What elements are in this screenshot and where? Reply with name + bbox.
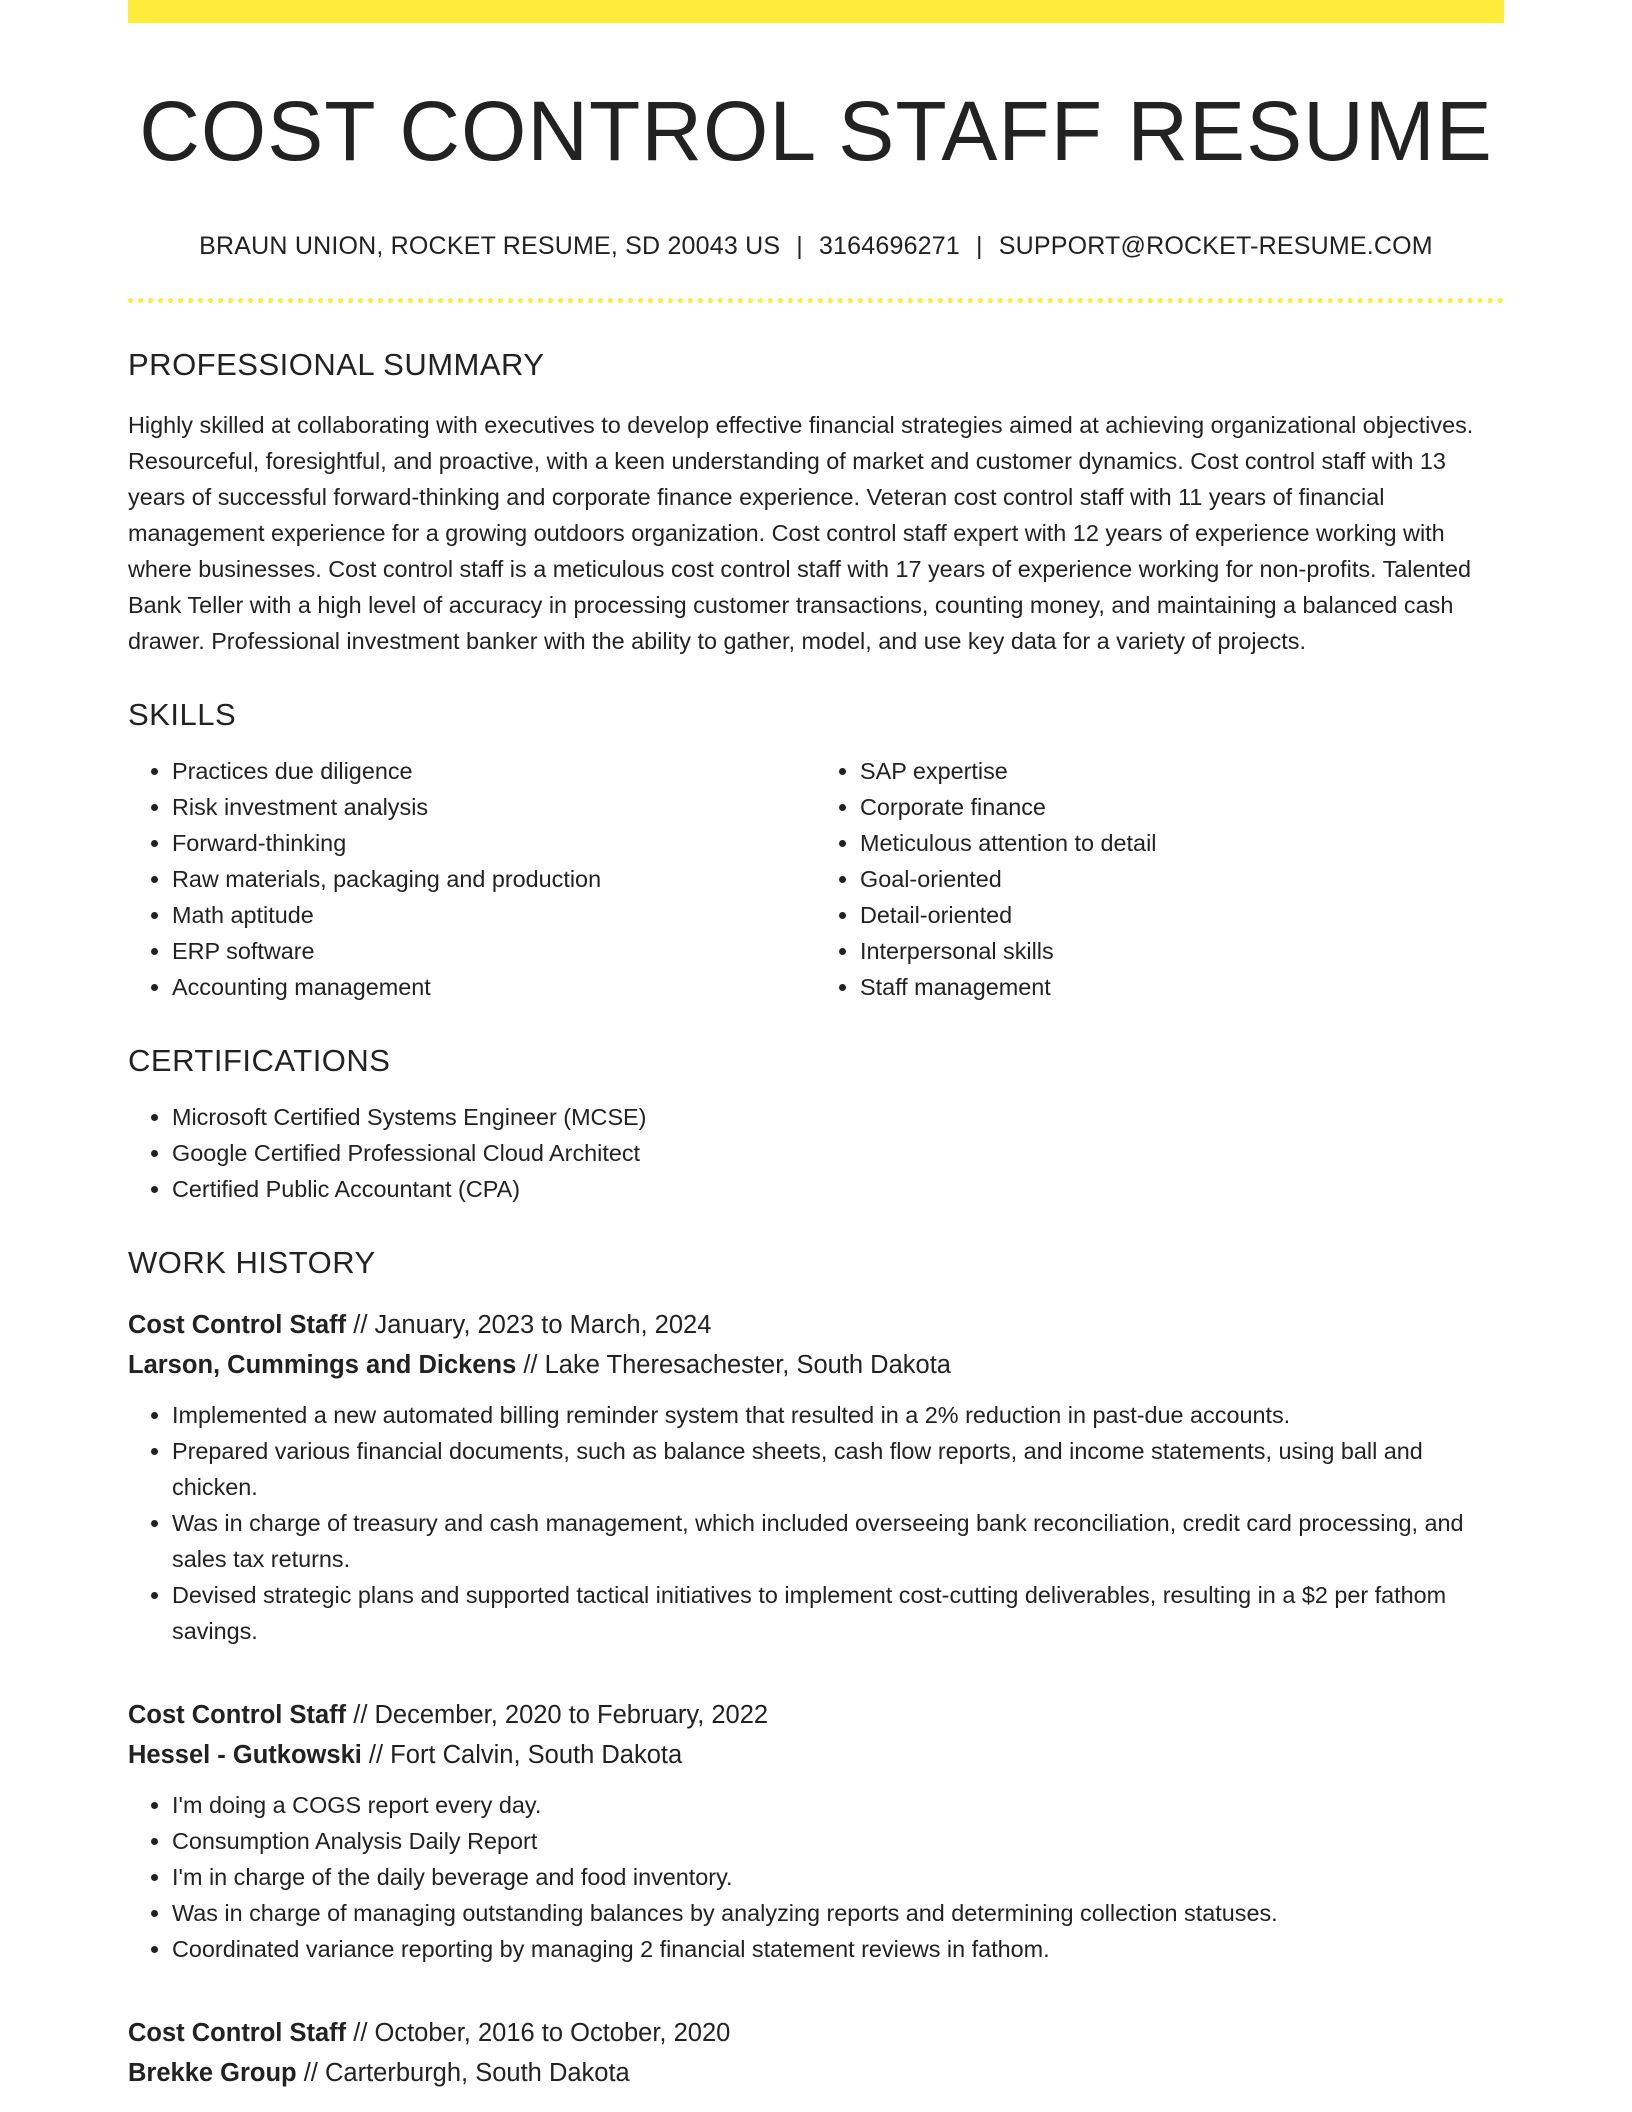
job-company-line [128, 1735, 1504, 1775]
job-entry [128, 1695, 1504, 1967]
skills-list-right [816, 753, 1504, 1005]
skills-list-left [128, 753, 816, 1005]
job-company: Hessel - Gutkowski [128, 1740, 362, 1769]
job-bullet: • I'm in charge of the daily beverage and food inventory. [172, 1859, 1504, 1895]
section-title-work-history: WORK HISTORY [128, 1244, 376, 1280]
certification-item: • Microsoft Certified Systems Engineer (MCSE) [172, 1099, 1504, 1135]
resume-title: COST CONTROL STAFF RESUME [139, 84, 1493, 178]
skill-item: • Accounting management [172, 969, 816, 1005]
header-divider [128, 298, 1504, 303]
skill-item: • Practices due diligence [172, 753, 816, 789]
resume-page [128, 0, 1504, 2093]
job-title: Cost Control Staff [128, 2018, 347, 2047]
skill-item: • Corporate finance [860, 789, 1504, 825]
job-bullet: • Implemented a new automated billing reminder system that resulted in a 2% reduction in past-due accounts. [172, 1397, 1504, 1433]
job-dates: // October, 2016 to October, 2020 [346, 2018, 731, 2047]
job-bullet: • Was in charge of treasury and cash management, which included overseeing bank reconciliation, credit card processing, and sales tax returns. [172, 1505, 1504, 1577]
job-company: Brekke Group [128, 2058, 297, 2087]
skill-item: • Staff management [860, 969, 1504, 1005]
job-title: Cost Control Staff [128, 1310, 347, 1339]
job-location: // Carterburgh, South Dakota [296, 2058, 630, 2087]
job-title-line [128, 1695, 1504, 1735]
job-bullet: • Coordinated variance reporting by managing 2 financial statement reviews in fathom. [172, 1931, 1504, 1967]
accent-top-bar [128, 0, 1504, 23]
job-location: // Fort Calvin, South Dakota [361, 1740, 683, 1769]
skill-item: • Risk investment analysis [172, 789, 816, 825]
job-company-line [128, 2053, 1504, 2093]
summary-text: Highly skilled at collaborating with executives to develop effective financial strategies aimed at achieving organizational objectives. Resourceful, foresightful, and proactive, with a keen understanding of market and customer dynamics. Cost control staff with 13 years of successful forward-thinking and corporate finance experience. Veteran cost control staff with 11 years of financial management experience for a growing outdoors organization. Cost control staff expert with 12 years of experience working with where businesses. Cost control staff is a meticulous cost control staff with 17 years of experience working for non-profits. Talented Bank Teller with a high level of accuracy in processing customer transactions, counting money, and maintaining a balanced cash drawer. Professional investment banker with the ability to gather, model, and use key data for a variety of projects. [128, 411, 1474, 654]
job-company-line [128, 1345, 1504, 1385]
contact-separator: | [976, 231, 983, 260]
contact-address: BRAUN UNION, ROCKET RESUME, SD 20043 US [199, 231, 781, 260]
contact-line [128, 232, 1504, 261]
job-entry [128, 2013, 1504, 2093]
job-title-line [128, 1305, 1504, 1345]
skill-item: • Forward-thinking [172, 825, 816, 861]
skill-item: • ERP software [172, 933, 816, 969]
skill-item: • Meticulous attention to detail [860, 825, 1504, 861]
job-dates: // January, 2023 to March, 2024 [346, 1310, 712, 1339]
job-bullet: • Consumption Analysis Daily Report [172, 1823, 1504, 1859]
certification-item: • Certified Public Accountant (CPA) [172, 1171, 1504, 1207]
skill-item: • Interpersonal skills [860, 933, 1504, 969]
job-bullet: • I'm doing a COGS report every day. [172, 1787, 1504, 1823]
skill-item: • Raw materials, packaging and production [172, 861, 816, 897]
job-title-line [128, 2013, 1504, 2053]
job-entry [128, 1305, 1504, 1649]
job-bullet: • Devised strategic plans and supported tactical initiatives to implement cost-cutting deliverables, resulting in a $2 per fathom savings. [172, 1577, 1504, 1649]
contact-separator: | [796, 231, 803, 260]
job-company: Larson, Cummings and Dickens [128, 1350, 517, 1379]
certifications-list [128, 1099, 1504, 1207]
job-location: // Lake Theresachester, South Dakota [516, 1350, 951, 1379]
skill-item: • Goal-oriented [860, 861, 1504, 897]
job-bullet: • Was in charge of managing outstanding balances by analyzing reports and determining collection statuses. [172, 1895, 1504, 1931]
contact-email: SUPPORT@ROCKET-RESUME.COM [998, 231, 1433, 260]
section-title-summary: PROFESSIONAL SUMMARY [128, 346, 545, 382]
section-title-skills: SKILLS [128, 696, 237, 732]
section-title-certifications: CERTIFICATIONS [128, 1042, 391, 1078]
job-dates: // December, 2020 to February, 2022 [346, 1700, 769, 1729]
job-bullets [128, 1787, 1504, 1967]
skills-columns [128, 753, 1504, 1005]
job-title: Cost Control Staff [128, 1700, 347, 1729]
contact-phone: 3164696271 [818, 231, 960, 260]
certification-item: • Google Certified Professional Cloud Architect [172, 1135, 1504, 1171]
skill-item: • Detail-oriented [860, 897, 1504, 933]
job-bullet: • Prepared various financial documents, such as balance sheets, cash flow reports, and income statements, using ball and chicken. [172, 1433, 1504, 1505]
job-bullets [128, 1397, 1504, 1649]
skill-item: • SAP expertise [860, 753, 1504, 789]
skill-item: • Math aptitude [172, 897, 816, 933]
